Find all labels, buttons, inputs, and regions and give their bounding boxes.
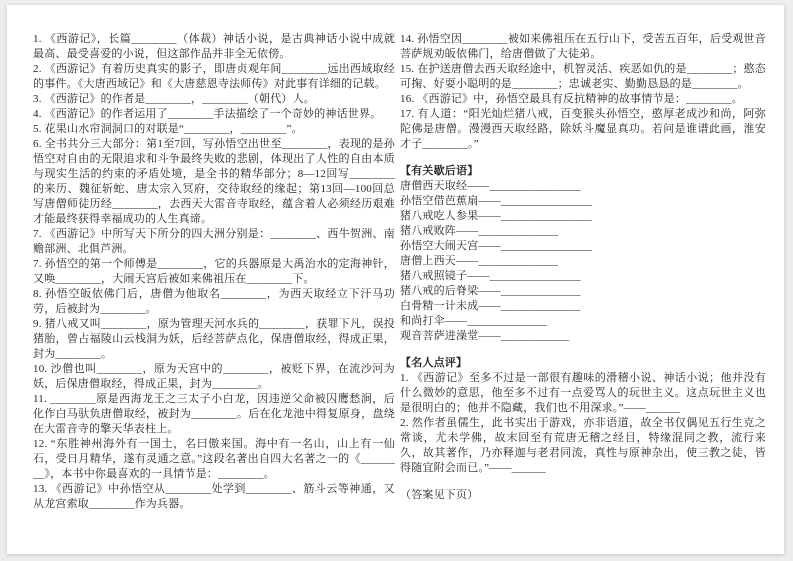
question-item-11: 11. ________原是西海龙王之三太子小白龙，因违逆父命被囚鹰愁涧，后化作白马驮负唐僧取经，被封为________。后在化龙池中得复原身，盘绕在大雷音寺的擎天华表柱上。 [33,393,395,435]
left-column [33,32,395,512]
xiehouyu-item: 观音菩萨进澡堂——____________ [400,330,570,342]
section-heading-xiehouyu: 【有关歇后语】 [400,165,479,177]
question-item-7a: 7. 《西游记》中所写天下所分的四大洲分别是：________、西牛贺洲、南赡部洲、北俱芦洲。 [33,228,395,255]
question-item-8: 8. 孙悟空皈依佛门后，唐僧为他取名________，为西天取经立下汗马功劳，后被封为________。 [33,288,395,315]
xiehouyu-item: 和尚打伞——______________ [400,315,547,327]
question-item-3: 3. 《西游记》的作者是________，________（朝代）人。 [33,93,315,105]
question-item-4: 4. 《西游记》的作者运用了________手法描绘了一个奇妙的神话世界。 [33,108,382,120]
xiehouyu-item: 猪八戒吃人参果——________________ [400,210,592,222]
question-item-15: 15. 在护送唐僧去西天取经途中，机智灵活、疾恶如仇的是________；憨态可掬、好耍小聪明的是________；忠诚老实、勤勤恳恳的是________。 [400,63,766,90]
xiehouyu-item: 猪八戒的后脊梁——______________ [400,285,581,297]
question-item-6: 6. 全书共分三大部分：第1至7回，写孙悟空出世至________，表现的是孙悟空对自由的无限追求和斗争最终失败的悲剧，体现出了人性的自由本质与现实生活的约束的矛盾处境，是全书的精华部分；8—12回写________的来历、魏征斩蛇、唐太宗入冥府，交待取经的缘起；第13回—100回总写唐僧师徒历经________，去西天大雷音寺取经，蕴含着人必须经历艰难才能最终获得幸福成功的人生真谛。 [33,138,395,225]
question-item-1: 1. 《西游记》，长篇________（体裁）神话小说，是古典神话小说中成就最高、最受喜爱的小说，但这部作品并非全无依傍。 [33,33,395,60]
section-heading-comments: 【名人点评】 [400,357,468,369]
xiehouyu-item: 孙悟空大闹天宫——________________ [400,240,592,252]
xiehouyu-item: 白骨精一计未成——______________ [400,300,581,312]
question-item-10: 10. 沙僧也叫________，原为天宫中的________，被贬下界，在流沙河为妖，后保唐僧取经，得成正果，封为________。 [33,363,395,390]
xiehouyu-item: 唐僧西天取经——________________ [400,180,581,192]
question-item-17: 17. 有人道：“阳光灿烂猪八戒，百变猴头孙悟空，憨厚老成沙和尚，阿弥陀佛是唐僧。漫漫西天取经路，除妖斗魔显真功。若问是谁谱此画，淮安才子________。” [400,108,766,150]
xiehouyu-item: 唐僧上西天——______________ [400,255,559,267]
question-item-13: 13. 《西游记》中孙悟空从________处学到________、筋斗云等神通，又从龙宫索取________作为兵器。 [33,483,395,510]
question-item-12: 12. “东胜神州海外有一国土，名曰傲来国。海中有一名山，山上有一仙石，受日月精华，遂有灵通之意。”这段名著出自四大名著之一的《________》，本书中你最喜欢的一具情节是：________。 [33,438,395,480]
question-item-16: 16. 《西游记》中，孙悟空最具有反抗精神的故事情节是：________。 [400,93,743,105]
comment-item-2: 2. 然作者虽儒生，此书实出于游戏，亦非语道，故全书仅偶见五行生克之常谈，尤未学佛，故末回至有荒唐无稽之经目，特缘混同之教，流行来久，故其著作，乃亦释迦与老君同流，真性与原神杂出，使三教之徒，皆得随宜附会而已。”——______ [400,417,766,474]
right-column [400,32,766,503]
question-item-9: 9. 猪八戒又叫________，原为管理天河水兵的________，获罪下凡，误投猪胎，曾占福陵山云栈洞为妖，后经菩萨点化，保唐僧取经，得成正果，封为________。 [33,318,395,360]
answers-note: （答案见下页） [400,489,479,501]
document-page [7,5,784,554]
question-item-5: 5. 花果山水帘洞洞口的对联是“________，________”。 [33,123,303,135]
question-item-2: 2. 《西游记》有着历史真实的影子，即唐贞观年间________远出西域取经的事件。《大唐西域记》和《大唐慈恩寺法师传》对此事有详细的记载。 [33,63,395,90]
question-item-7b: 7. 孙悟空的第一个师傅是________，它的兵器原是大禹治水的定海神针，又唤________，大闹天宫后被如来佛祖压在________下。 [33,258,395,285]
question-item-14: 14. 孙悟空因________被如来佛祖压在五行山下，受苦五百年，后受观世音菩萨规劝皈依佛门，给唐僧做了大徒弟。 [400,33,766,60]
xiehouyu-item: 孙悟空借芭蕉扇——________________ [400,195,592,207]
xiehouyu-item: 猪八戒败阵——______________ [400,225,559,237]
xiehouyu-item: 猪八戒照镜子——________________ [400,270,581,282]
comment-item-1: 1. 《西游记》至多不过是一部很有趣味的滑稽小说、神话小说；他并没有什么微妙的意思，他至多不过有一点爱骂人的玩世主义。这点玩世主义也是很明白的；他并不隐藏，我们也不用深求。”——______ [400,372,766,414]
